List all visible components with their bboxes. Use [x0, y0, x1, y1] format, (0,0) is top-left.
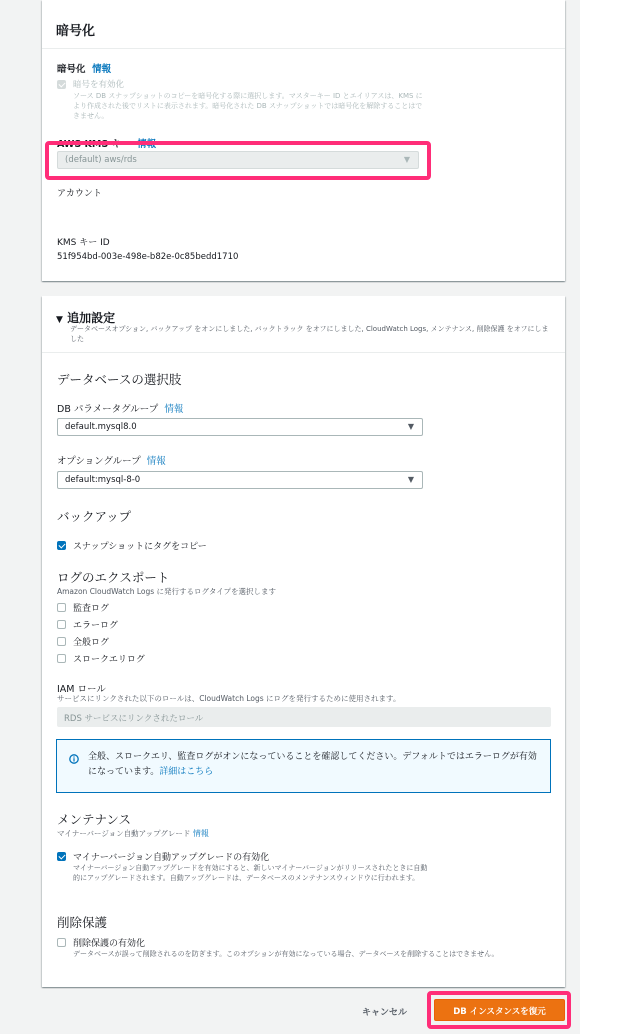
- param-group-info-link[interactable]: 情報: [164, 404, 184, 415]
- maintenance-title: メンテナンス: [57, 812, 132, 827]
- divider: [42, 352, 565, 353]
- log-export-desc: Amazon CloudWatch Logs に発行するログタイプを選択します: [57, 587, 277, 596]
- copy-tags-checkbox[interactable]: [57, 541, 66, 550]
- encryption-heading: 暗号化: [56, 24, 96, 39]
- additional-settings-summary: データベースオプション, バックアップ をオンにしました, バックトラック をオフにしました, CloudWatch Logs, メンテナンス, 削除保護 をオフにしました: [70, 325, 549, 343]
- backup-title: バックアップ: [57, 509, 132, 524]
- error-log-label: エラーログ: [73, 621, 119, 631]
- audit-log-label: 監査ログ: [73, 604, 110, 614]
- highlight-box: [45, 141, 431, 180]
- cancel-button[interactable]: キャンセル: [362, 1008, 408, 1018]
- caret-down-icon: ▼: [56, 315, 63, 325]
- additional-settings-panel: [42, 296, 565, 987]
- option-group-info-link[interactable]: 情報: [146, 456, 166, 467]
- slow-query-log-checkbox[interactable]: [57, 654, 66, 663]
- copy-tags-label: スナップショットにタグをコピー: [73, 542, 207, 552]
- encryption-checkbox[interactable]: [57, 80, 66, 89]
- kms-key-label: AWS KMS キー 情報: [57, 139, 157, 150]
- info-alert: [56, 739, 551, 793]
- restore-button-label: DB インスタンスを復元: [453, 1007, 546, 1017]
- kms-key-id-label: KMS キー ID: [57, 238, 110, 248]
- encryption-desc: ソース DB スナップショットのコピーを暗号化する際に選択します。マスターキー ID とエイリアスは、KMS により作成された後でリストに表示されます。暗号化された DB スナップショットでは暗号化を解除することはできません。: [73, 92, 423, 120]
- learn-more-link[interactable]: 詳細はこちら: [159, 767, 214, 777]
- slow-query-log-label: スロークエリログ: [73, 655, 145, 665]
- error-log-checkbox[interactable]: [57, 620, 66, 629]
- param-group-value: default.mysql8.0: [65, 422, 137, 432]
- account-label: アカウント: [57, 189, 102, 199]
- minor-upgrade-checkbox-label: マイナーバージョン自動アップグレードの有効化: [73, 853, 270, 863]
- info-icon: [69, 754, 79, 764]
- encryption-label: 暗号化 情報: [57, 64, 112, 75]
- minor-upgrade-label: マイナーバージョン自動アップグレード 情報: [57, 829, 209, 838]
- option-group-select[interactable]: [57, 471, 423, 489]
- option-group-label: オプショングループ 情報: [57, 456, 166, 467]
- deletion-protection-label: 削除保護の有効化: [73, 939, 146, 949]
- minor-upgrade-desc: マイナーバージョン自動アップグレードを有効にすると、新しいマイナーバージョンがリリースされたときに自動的にアップグレードされます。自動アップグレードは、データベースのメンテナンスウィンドウに行われます。: [73, 864, 428, 882]
- encryption-info-link[interactable]: 情報: [92, 64, 112, 75]
- option-group-value: default:mysql-8-0: [65, 475, 141, 485]
- iam-role-desc: サービスにリンクされた以下のロールは、CloudWatch Logs にログを発行するために使用されます。: [57, 694, 401, 703]
- deletion-protection-checkbox[interactable]: [57, 938, 66, 947]
- kms-key-id-value: 51f954bd-003e-498e-b82e-0c85bedd1710: [57, 252, 239, 262]
- chevron-down-icon: ▼: [407, 475, 414, 484]
- info-alert-text: 全般、スロークエリ、監査ログがオンになっていることを確認してください。デフォルトではエラーログが有効になっています。詳細はこちら: [88, 752, 537, 777]
- log-export-title: ログのエクスポート: [57, 570, 170, 585]
- divider: [42, 48, 565, 49]
- left-gutter: [0, 0, 18, 1034]
- kms-key-value: (default) aws/rds: [65, 155, 137, 165]
- chevron-down-icon: ▼: [403, 155, 410, 164]
- additional-settings-toggle[interactable]: ▼ 追加設定: [56, 311, 116, 325]
- iam-role-label: IAM ロール: [57, 684, 106, 695]
- iam-role-placeholder: RDS サービスにリンクされたロール: [64, 714, 204, 724]
- deletion-protection-desc: データベースが誤って削除されるのを防ぎます。このオプションが有効になっている場合、データベースを削除することはできません。: [73, 950, 499, 958]
- param-group-label: DB パラメータグループ 情報: [57, 404, 184, 415]
- iam-role-field: [57, 707, 551, 727]
- minor-upgrade-info-link[interactable]: 情報: [192, 829, 209, 838]
- minor-upgrade-checkbox[interactable]: [57, 852, 66, 861]
- encryption-checkbox-label: 暗号を有効化: [73, 80, 125, 90]
- general-log-checkbox[interactable]: [57, 637, 66, 646]
- restore-db-instance-button[interactable]: [434, 999, 565, 1021]
- audit-log-checkbox[interactable]: [57, 603, 66, 612]
- kms-info-link[interactable]: 情報: [137, 139, 157, 150]
- general-log-label: 全般ログ: [73, 638, 110, 648]
- param-group-select[interactable]: [57, 418, 423, 436]
- chevron-down-icon: ▼: [407, 422, 414, 431]
- db-options-title: データベースの選択肢: [57, 372, 182, 387]
- deletion-protection-title: 削除保護: [57, 915, 108, 930]
